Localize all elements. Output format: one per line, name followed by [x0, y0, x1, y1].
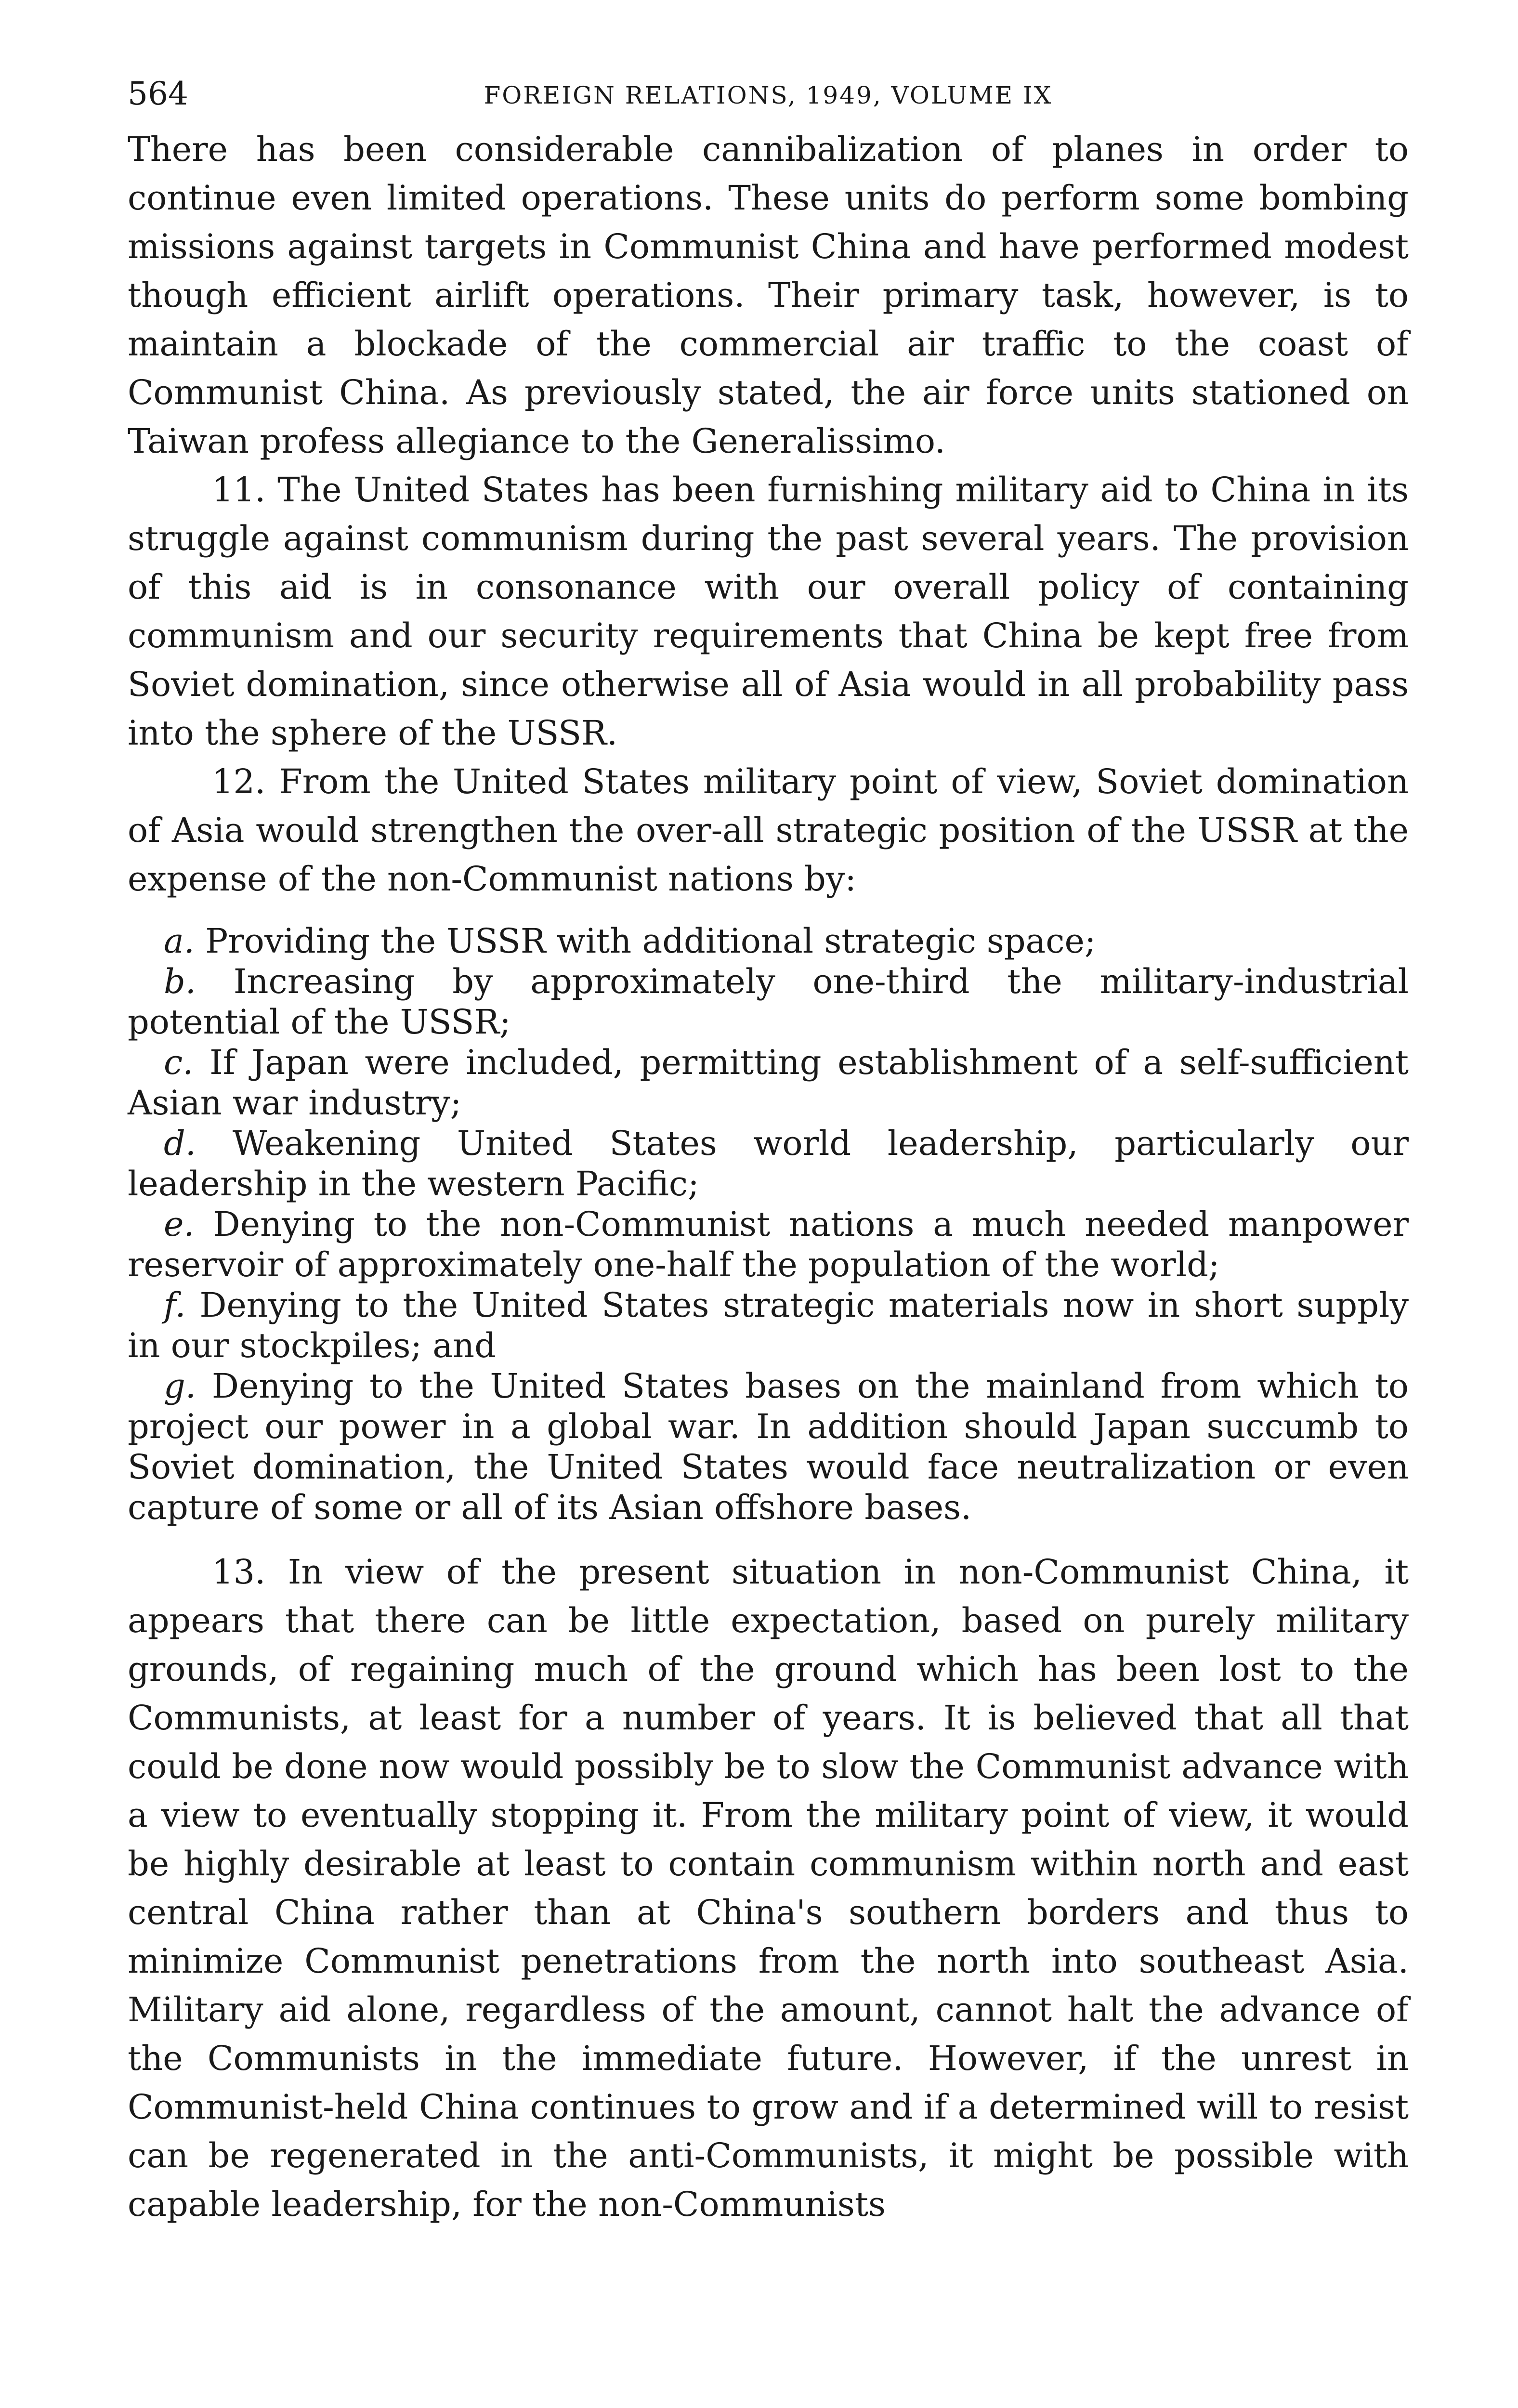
page-number: 564	[128, 75, 188, 112]
list-item-d	[128, 1123, 1409, 1204]
consequence-list	[128, 921, 1409, 1528]
list-text: Denying to the United States strategic materials now in short supply in our stockpiles; and	[128, 1285, 1409, 1365]
list-item-b	[128, 961, 1409, 1042]
list-item-f	[128, 1285, 1409, 1366]
list-letter: g.	[164, 1366, 196, 1406]
list-letter: f.	[164, 1285, 186, 1325]
list-letter: e.	[164, 1204, 195, 1244]
list-text: Providing the USSR with additional strategic space;	[205, 921, 1096, 961]
list-letter: a.	[164, 921, 195, 961]
list-letter: b.	[164, 962, 196, 1001]
list-letter: d.	[164, 1124, 196, 1163]
list-text: Weakening United States world leadership, particularly our leadership in the western Pacific;	[128, 1124, 1409, 1204]
list-text: Increasing by approximately one-third the military-industrial potential of the USSR;	[128, 962, 1409, 1042]
document-page	[128, 72, 1409, 2229]
list-text: Denying to the United States bases on the mainland from which to project our power in a global war. In addition should Japan succumb to Soviet domination, the United States would face neutralization or even capture of some or all of its Asian offshore bases.	[128, 1366, 1409, 1527]
list-text: Denying to the non-Communist nations a much needed manpower reservoir of approximately one-half the population of the world;	[128, 1204, 1409, 1284]
list-item-c	[128, 1042, 1409, 1123]
running-title: FOREIGN RELATIONS, 1949, VOLUME IX	[484, 81, 1053, 109]
list-item-e	[128, 1204, 1409, 1285]
running-header	[128, 72, 1409, 125]
list-letter: c.	[164, 1043, 194, 1082]
paragraph-continued: There has been considerable cannibalization of planes in order to continue even limited operations. These units do perform some bombing missions against targets in Communist China and have performed modest though efficient airlift operations. Their primary task, however, is to maintain a blockade of the commercial air traffic to the coast of Communist China. As previously stated, the air force units stationed on Taiwan profess allegiance to the Generalissimo.	[128, 130, 1409, 461]
list-text: If Japan were included, permitting establishment of a self-sufficient Asian war industry;	[128, 1043, 1409, 1123]
paragraph-11: 11. The United States has been furnishing military aid to China in its struggle against communism during the past several years. The provision of this aid is in consonance with our overall policy of containing communism and our security requirements that China be kept free from Soviet domination, since otherwise all of Asia would in all probability pass into the sphere of the USSR.	[128, 470, 1409, 753]
paragraph-13: 13. In view of the present situation in non-Communist China, it appears that there can be little expectation, based on purely military grounds, of regaining much of the ground which has been lost to the Communists, at least for a number of years. It is believed that all that could be done now would possibly be to slow the Communist advance with a view to eventually stopping it. From the military point of view, it would be highly desirable at least to contain communism within north and east central China rather than at China's southern borders and thus to minimize Communist penetrations from the north into southeast Asia. Military aid alone, regardless of the amount, cannot halt the advance of the Communists in the immediate future. However, if the unrest in Communist-held China continues to grow and if a determined will to resist can be regenerated in the anti-Communists, it might be possible with capable leadership, for the non-Communists	[128, 1552, 1409, 2224]
paragraph-12: 12. From the United States military point of view, Soviet domination of Asia would strengthen the over-all strategic position of the USSR at the expense of the non-Communist nations by:	[128, 762, 1409, 899]
list-item-a	[128, 921, 1409, 961]
list-item-g	[128, 1366, 1409, 1528]
